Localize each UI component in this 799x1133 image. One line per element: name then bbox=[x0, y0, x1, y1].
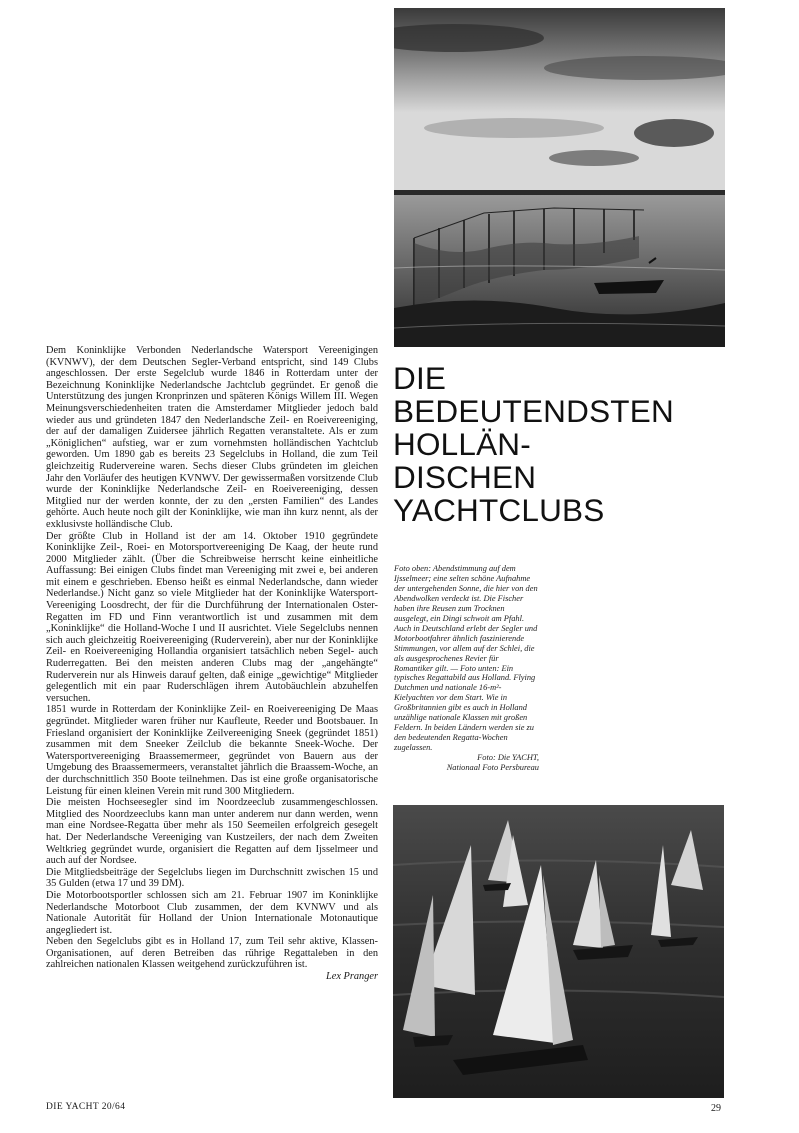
page-number: 29 bbox=[711, 1103, 721, 1114]
article-paragraph-3: 1851 wurde in Rotterdam der Koninklijke Zeil- en Roeivereeniging De Maas gegründet. Mitglieder waren früher nur Kaufleute, Reeder und Bootsbauer. In Friesland organisiert der Koninklijke Zeilvereeniging Sneek (gegründet 1851) zusammen mit dem Sneeker Zeilclub die bekannte Sneek-Woche. Der Watersportvereeniging Braassemermeer, gegründet von Bauern aus der Umgebung des Braassemermeers, veranstaltet jährlich die Braassem-Woche, an der durchschnittlich 350 Boote teilnehmen. Das ist eine große organisatorische Leistung für einen kleinen Verein mit rund 300 Mitgliedern. bbox=[46, 704, 378, 797]
headline-line-4: DISCHEN bbox=[393, 459, 537, 495]
article-body bbox=[46, 345, 378, 983]
photo-sunset-ijsselmeer bbox=[394, 8, 725, 347]
article-paragraph-6: Die Motorbootsportler schlossen sich am 21. Februar 1907 im Koninklijke Nederlandsche Motorboot Club zusammen, der dem KVNWV und als Nationale Autorität für Holland der Union Internationale Motonautique angegliedert ist. bbox=[46, 889, 378, 936]
footer-magazine: DIE YACHT 20/64 bbox=[46, 1102, 126, 1112]
article-paragraph-7: Neben den Segelclubs gibt es in Holland 17, zum Teil sehr aktive, Klassen-Organisationen, auf deren Betreiben das rührige Regattaleben in den zahlreichen nationalen Klassen weitgehend zurückzuführen ist. bbox=[46, 936, 378, 971]
caption-text: Foto oben: Abendstimmung auf dem Ijsselmeer; eine selten schöne Aufnahme der untergehenden Sonne, die hier von den Abendwolken verdeckt ist. Die Fischer haben ihre Reusen zum Trocknen ausgelegt, ein Dingi schwoit am Pfahl. Auch in Deutschland erlebt der Segler und Motorbootfahrer ähnlich faszinierende Stimmungen, vor allem auf der Schlei, die als ausgesprochenes Revier für Romantiker gilt. — Foto unten: Ein typisches Regattabild aus Holland. Flying Dutchmen und nationale 16-m²-Kielyachten vor dem Start. Wie in Großbritannien gibt es auch in Holland unzählige nationale Klassen mit großen Feldern. In beiden Ländern werden sie zu den bedeutenden Regatta-Wochen zugelassen. bbox=[394, 564, 538, 753]
caption-credit-1: Foto: Die YACHT, bbox=[477, 753, 539, 763]
headline-line-5: YACHTCLUBS bbox=[393, 492, 605, 528]
article-author: Lex Pranger bbox=[326, 971, 378, 983]
headline-line-2: BEDEUTENDSTEN bbox=[393, 393, 674, 429]
sunset-fishing-nets-photo bbox=[394, 8, 725, 347]
article-paragraph-1: Dem Koninklijke Verbonden Nederlandsche Watersport Vereenigingen (KVNWV), der dem Deutschen Segler-Verband entspricht, sind 149 Clubs angeschlossen. Der erste Segelclub wurde 1846 in Rotterdam unter der Bezeichnung Koninklijke Nederlandsche Jachtclub gegründet. Er genoß die Unterstützung des jungen Kronprinzen und späteren Königs Willem III. Wegen Meinungsverschiedenheiten traten die Amsterdamer Mitglieder jedoch bald wieder aus und gründeten 1847 den Nederlandsche Zeil- en Roeivereeniging, der auf der damaligen Zuidersee jährlich Regatten veranstaltete. Als er zum „Königlichen“ aufstieg, war er zum vornehmsten holländischen Yachtclub geworden. Um 1890 gab es bereits 23 Segelclubs in Holland, die zum Teil gleichzeitig Rudervereine waren. Sechs dieser Clubs gründeten im gleichen Jahr den Vorläufer des heutigen KVNWV. Der gewissermaßen vorsitzende Club wurde der Koninklijke Nederlandsche Zeil- en Roeivereeniging, dessen Mitglied nur der werden konnte, der zu den „ersten Familien“ des Landes gehörte. Auch heute noch gilt der Koninklijke, wie man ihn kurz nennt, als der exklusivste holländische Club. bbox=[46, 345, 378, 530]
headline bbox=[393, 362, 723, 527]
article-paragraph-2: Der größte Club in Holland ist der am 14. Oktober 1910 gegründete Koninklijke Zeil-, Roei- en Motorsportvereeniging De Kaag, der heute rund 2000 Mitglieder zählt. (Über die Schreibweise herrscht keine einheitliche Auffassung: Bei einigen Clubs findet man Vereeniging mit zwei e, bei anderen mit einem e geschrieben. Ebenso heißt es einmal Nederlandsche, dann wieder Nederlandse.) Nicht ganz so viele Mitglieder hat der Koninklijke Watersport-Vereeniging Loosdrecht, der für die Durchführung der Internationalen Oster-Regatten im FD und Finn verantwortlich ist und zusammen mit dem „Koninklijke“ die Holland-Woche I und II ausrichtet. Viele Segelclubs nennen sich auch gleichzeitig Roeivereeniging (Ruderverein), aber nur der Koninklijke Zeil- en Roeivereeniging Hollandia organisiert tatsächlich neben Segel- auch Ruderregatten. Bei den meisten anderen Clubs mag der „angehängte“ Ruderverein nur als Hinweis darauf gelten, daß einige „gewichtige“ Mitglieder gelegentlich mit ein paar Ruderschlägen ihrem Autobäuchlein abzuhelfen versuchen. bbox=[46, 530, 378, 704]
headline-line-3: HOLLÄN- bbox=[393, 426, 531, 462]
headline-line-1: DIE bbox=[393, 360, 447, 396]
article-paragraph-5: Die Mitgliedsbeiträge der Segelclubs liegen im Durchschnitt zwischen 15 und 35 Gulden (etwa 17 und 39 DM). bbox=[46, 866, 378, 890]
caption-credit-2: Nationaal Foto Persbureau bbox=[446, 763, 539, 773]
article-paragraph-4: Die meisten Hochseesegler sind im Noordzeeclub zusammengeschlossen. Mitglied des Noordzeeclubs kann man unter anderem nur dann werden, wenn man eine Nordsee-Regatta über mehr als 150 Seemeilen erfolgreich gesegelt hat. Der Nederlandsche Vereeniging van Kustzeilers, der nach dem Zweiten Weltkrieg gegründet wurde, organisiert die Regatten auf dem Ijsselmeer und auch auf der Nordsee. bbox=[46, 797, 378, 867]
photo-regatta bbox=[393, 805, 724, 1098]
sailing-regatta-photo bbox=[393, 805, 724, 1098]
photo-caption bbox=[394, 564, 539, 773]
